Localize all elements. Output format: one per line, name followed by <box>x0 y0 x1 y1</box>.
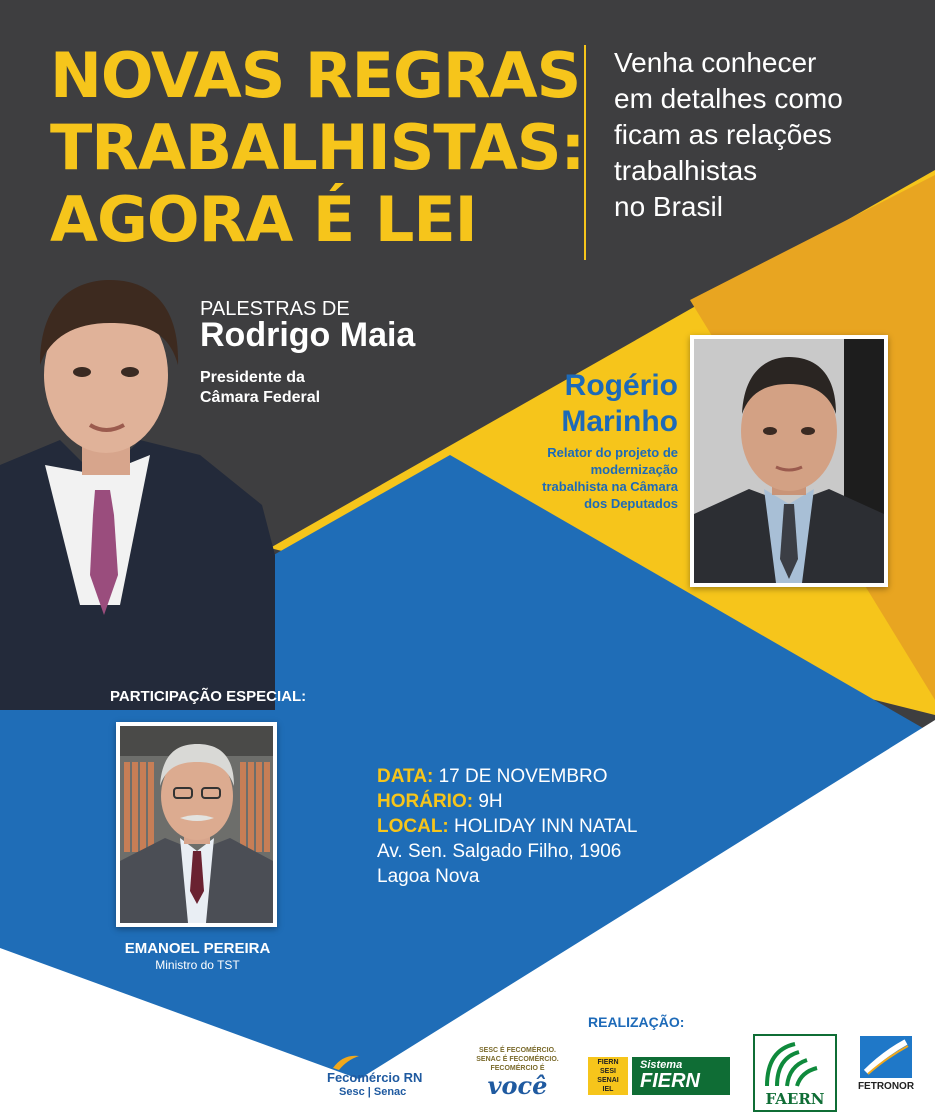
address-line-1: Av. Sen. Salgado Filho, 1906 <box>377 841 622 862</box>
role-line-4: dos Deputados <box>584 496 678 511</box>
title-line-2: TRABALHISTAS: <box>50 111 585 184</box>
voce-line-1: SESC É FECOMÉRCIO. <box>478 1047 556 1054</box>
special-guest-name: EMANOEL PEREIRA <box>124 940 271 957</box>
fiern-box-line-4: IEL <box>602 1086 614 1093</box>
intro-text <box>614 45 914 225</box>
speaker-main-role <box>200 368 320 408</box>
event-place-row <box>377 814 637 839</box>
address-line-2: Lagoa Nova <box>377 866 480 887</box>
role-line-3: trabalhista na Câmara <box>542 479 678 494</box>
intro-line-3: ficam as relações <box>614 119 832 150</box>
fetronor-road-icon <box>860 1036 912 1078</box>
title-divider <box>584 45 586 260</box>
name-line-1: Rogério <box>564 369 678 402</box>
event-info <box>377 764 637 889</box>
speaker-main-name: Rodrigo Maia <box>200 316 416 354</box>
intro-line-2: em detalhes como <box>614 83 843 114</box>
voce-logo <box>455 1046 580 1104</box>
role-line-2: Câmara Federal <box>200 389 321 406</box>
faern-logo <box>753 1034 837 1112</box>
title-line-1: NOVAS REGRAS <box>50 39 581 112</box>
time-value: 9H <box>478 791 503 812</box>
fecomercio-logo <box>325 1052 445 1102</box>
special-heading: PARTICIPAÇÃO ESPECIAL: <box>110 688 307 705</box>
intro-line-4: trabalhistas <box>614 155 758 186</box>
fecomercio-mark-icon <box>331 1052 361 1072</box>
date-label: DATA: <box>377 766 434 787</box>
time-label: HORÁRIO: <box>377 791 474 812</box>
fecomercio-name: Fecomércio RN <box>327 1070 423 1085</box>
speaker-second-photo-frame <box>690 335 888 587</box>
speaker-second-photo <box>694 339 884 583</box>
fetronor-label: FETRONOR <box>857 1081 915 1092</box>
date-value: 17 DE NOVEMBRO <box>438 766 608 787</box>
place-value: HOLIDAY INN NATAL <box>454 816 638 837</box>
faern-label: FAERN <box>765 1090 825 1108</box>
place-label: LOCAL: <box>377 816 449 837</box>
role-line-2: modernização <box>590 462 678 477</box>
lectures-label: PALESTRAS DE <box>200 298 350 320</box>
faern-leaf-icon <box>763 1040 827 1088</box>
name-line-2: Marinho <box>561 405 678 438</box>
fiern-box-line-3: SENAI <box>597 1077 619 1084</box>
sistema-label: Sistema <box>640 1059 683 1071</box>
sponsors-heading: REALIZAÇÃO: <box>588 1014 685 1030</box>
voce-line-2: SENAC É FECOMÉRCIO. <box>476 1056 559 1063</box>
speaker-second-role <box>500 444 678 512</box>
event-time-row <box>377 789 637 814</box>
special-guest-photo-frame <box>116 722 277 927</box>
speaker-second-name <box>520 368 678 440</box>
fiern-box-line-1: FIERN <box>597 1059 619 1066</box>
fiern-boxed-logo <box>588 1057 628 1095</box>
sistema-fiern-logo <box>632 1057 730 1095</box>
role-line-1: Relator do projeto de <box>547 445 678 460</box>
voce-word: você <box>487 1071 548 1100</box>
special-guest-photo <box>120 726 273 923</box>
voce-line-3: FECOMÉRCIO É <box>490 1065 545 1072</box>
title-line-3: AGORA É LEI <box>50 183 477 256</box>
intro-line-5: no Brasil <box>614 191 723 222</box>
fiern-label: FIERN <box>640 1070 700 1092</box>
event-date-row <box>377 764 637 789</box>
intro-line-1: Venha conhecer <box>614 47 817 78</box>
special-guest-role: Ministro do TST <box>155 958 240 972</box>
fetronor-logo <box>852 1036 920 1106</box>
fecomercio-sub: Sesc | Senac <box>339 1086 407 1098</box>
role-line-1: Presidente da <box>200 369 305 386</box>
fiern-box-line-2: SESI <box>600 1068 616 1075</box>
main-title <box>50 40 584 256</box>
